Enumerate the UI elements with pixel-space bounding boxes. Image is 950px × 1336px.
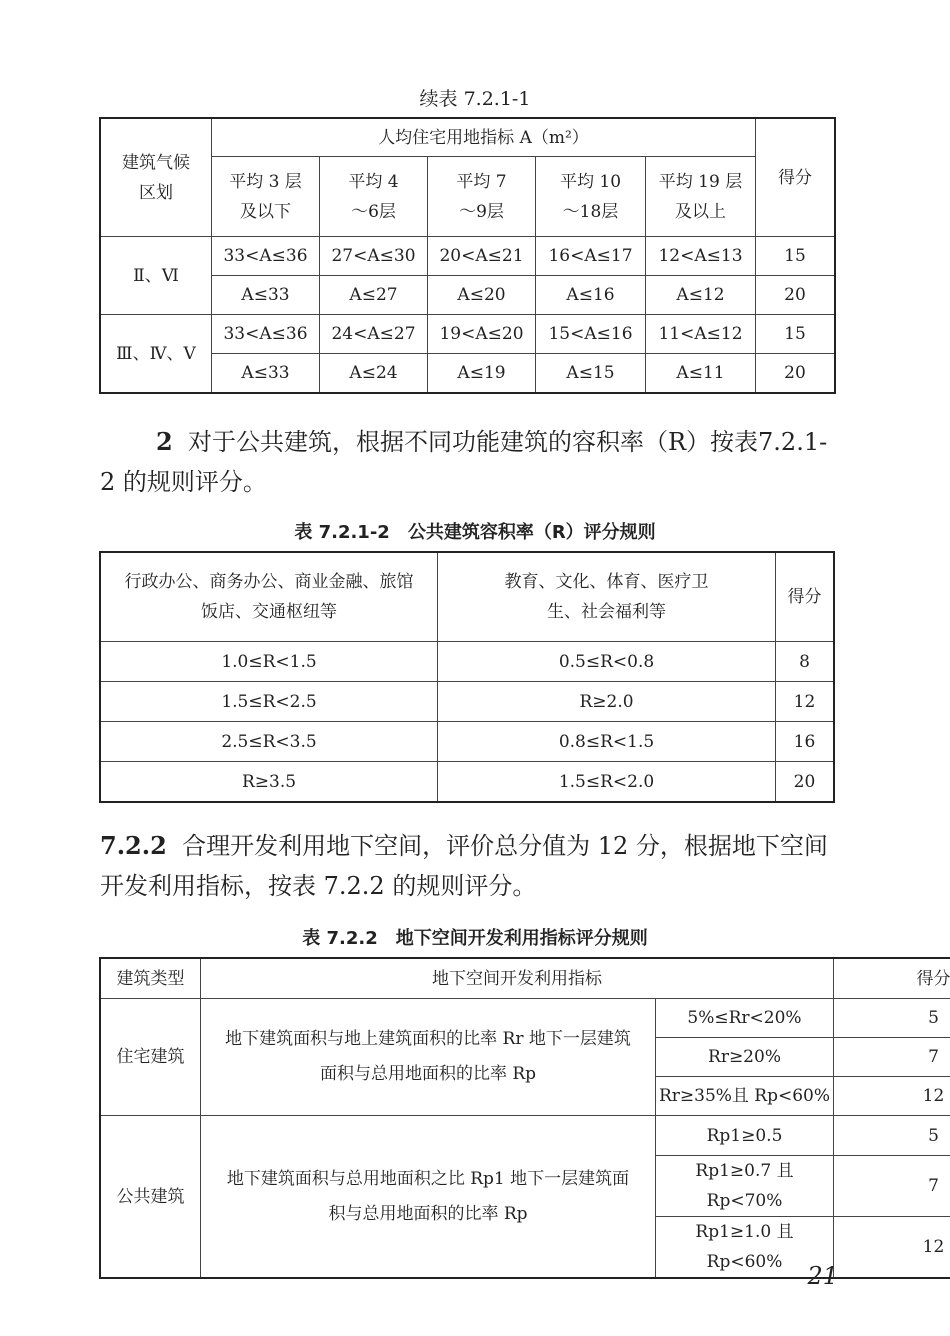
table2-score: 12 — [776, 682, 834, 722]
table2-cell: R≥2.0 — [438, 682, 776, 722]
table3-cond: 5%≤Rr<20% — [656, 999, 834, 1038]
table1-cell: A≤19 — [428, 354, 536, 393]
table2-cell: 1.5≤R<2.5 — [101, 682, 438, 722]
table1-region: Ⅲ、Ⅳ、Ⅴ — [101, 315, 212, 393]
table1-cell: A≤11 — [646, 354, 756, 393]
table2-cell: 0.5≤R<0.8 — [438, 642, 776, 682]
table1-caption: 续表 7.2.1-1 — [419, 88, 531, 110]
table1-cell: A≤24 — [320, 354, 428, 393]
table3-type: 公共建筑 — [101, 1116, 201, 1278]
table3-desc: 地下建筑面积与总用地面积之比 Rp1 地下一层建筑面积与总用地面积的比率 Rp — [201, 1116, 656, 1278]
table1-score: 15 — [756, 315, 835, 354]
table1-cell: 16<A≤17 — [536, 237, 646, 276]
table3-score: 7 — [834, 1038, 950, 1077]
table2-header: 教育、文化、体育、医疗卫生、社会福利等 — [438, 553, 776, 642]
table1-header-score: 得分 — [756, 119, 835, 237]
table1-cell: A≤16 — [536, 276, 646, 315]
table3-score: 5 — [834, 999, 950, 1038]
paragraph-text: 对于公共建筑，根据不同功能建筑的容积率（R）按表7.2.1-2 的规则评分。 — [100, 428, 828, 496]
table1-cell: 33<A≤36 — [212, 237, 320, 276]
table1-cell: A≤33 — [212, 354, 320, 393]
paragraph-public-buildings — [100, 422, 835, 502]
table3-score: 12 — [834, 1217, 950, 1278]
table1-score: 20 — [756, 276, 835, 315]
page-number: 21 — [807, 1262, 838, 1290]
table1-score: 15 — [756, 237, 835, 276]
table3-cond: Rr≥20% — [656, 1038, 834, 1077]
table1-subcol: 平均 3 层及以下 — [212, 157, 320, 237]
table3-score: 12 — [834, 1077, 950, 1116]
table1-cell: A≤15 — [536, 354, 646, 393]
table2-header: 行政办公、商务办公、商业金融、旅馆饭店、交通枢纽等 — [101, 553, 438, 642]
table2-cell: 1.0≤R<1.5 — [101, 642, 438, 682]
table1-cell: 19<A≤20 — [428, 315, 536, 354]
table1-header-group: 人均住宅用地指标 A（m²） — [212, 119, 756, 157]
paragraph-text: 合理开发利用地下空间，评价总分值为 12 分，根据地下空间开发利用指标，按表 7.2.2 的规则评分。 — [100, 832, 828, 900]
table1-subcol: 平均 19 层及以上 — [646, 157, 756, 237]
table3-cond: Rp1≥0.7 且 Rp<70% — [656, 1156, 834, 1217]
table1-cell: 12<A≤13 — [646, 237, 756, 276]
table2-header-score: 得分 — [776, 553, 834, 642]
table3-header-indicator: 地下空间开发利用指标 — [201, 959, 834, 999]
table3-cond: Rp1≥0.5 — [656, 1116, 834, 1156]
table1-cell: 33<A≤36 — [212, 315, 320, 354]
table1-subcol: 平均 10～18层 — [536, 157, 646, 237]
paragraph-number: 2 — [156, 427, 173, 456]
table1-cell: 15<A≤16 — [536, 315, 646, 354]
table3-cond: Rp1≥1.0 且 Rp<60% — [656, 1217, 834, 1278]
table1-score: 20 — [756, 354, 835, 393]
table2-cell: 1.5≤R<2.0 — [438, 762, 776, 802]
table1-cell: A≤12 — [646, 276, 756, 315]
table1 — [100, 118, 835, 393]
table2-cell: 0.8≤R<1.5 — [438, 722, 776, 762]
table2-score: 8 — [776, 642, 834, 682]
table2-score: 16 — [776, 722, 834, 762]
paragraph-number: 7.2.2 — [100, 831, 167, 860]
table1-region: Ⅱ、Ⅵ — [101, 237, 212, 315]
table2-cell: 2.5≤R<3.5 — [101, 722, 438, 762]
table1-cell: 11<A≤12 — [646, 315, 756, 354]
table2-score: 20 — [776, 762, 834, 802]
table3-cond: Rr≥35%且 Rp<60% — [656, 1077, 834, 1116]
table3-score: 7 — [834, 1156, 950, 1217]
table1-cell: 20<A≤21 — [428, 237, 536, 276]
table3-type: 住宅建筑 — [101, 999, 201, 1116]
table2 — [100, 552, 834, 802]
table3-header-type: 建筑类型 — [101, 959, 201, 999]
table1-cell: 24<A≤27 — [320, 315, 428, 354]
table1-cell: A≤27 — [320, 276, 428, 315]
table3-score: 5 — [834, 1116, 950, 1156]
table1-cell: A≤33 — [212, 276, 320, 315]
table1-cell: A≤20 — [428, 276, 536, 315]
table3-caption: 表 7.2.2 地下空间开发利用指标评分规则 — [302, 928, 648, 949]
table3 — [100, 958, 950, 1278]
table2-cell: R≥3.5 — [101, 762, 438, 802]
paragraph-underground-space — [100, 826, 835, 906]
table1-cell: 27<A≤30 — [320, 237, 428, 276]
table3-header-score: 得分 — [834, 959, 950, 999]
table1-subcol: 平均 7～9层 — [428, 157, 536, 237]
table1-header-climate: 建筑气候区划 — [101, 119, 212, 237]
table3-desc: 地下建筑面积与地上建筑面积的比率 Rr 地下一层建筑面积与总用地面积的比率 Rp — [201, 999, 656, 1116]
table1-subcol: 平均 4～6层 — [320, 157, 428, 237]
table2-caption: 表 7.2.1-2 公共建筑容积率（R）评分规则 — [294, 522, 656, 543]
